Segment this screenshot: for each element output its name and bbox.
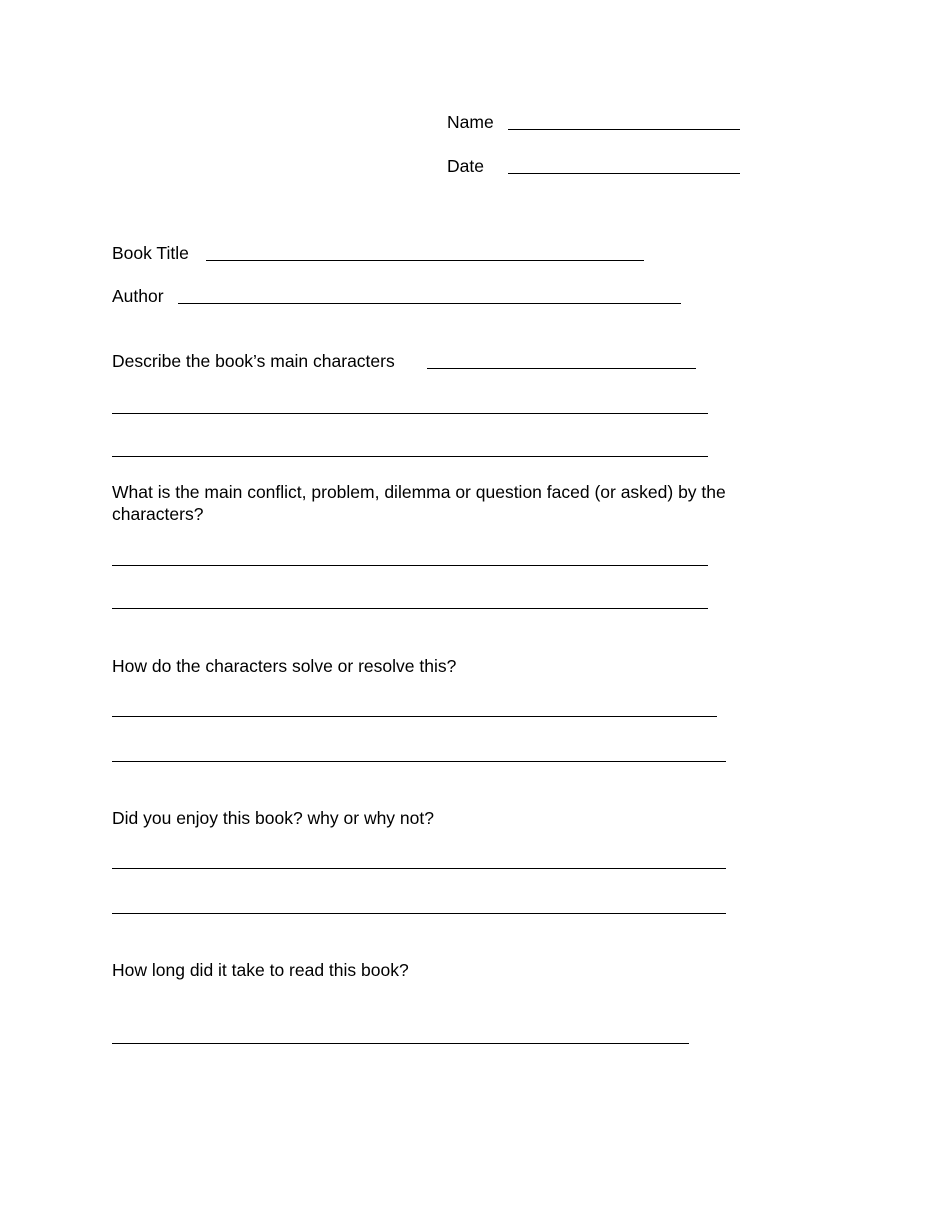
- enjoy-answer-line[interactable]: [112, 913, 726, 914]
- date-answer-line[interactable]: [508, 173, 740, 174]
- book-title-label: Book Title: [112, 243, 189, 263]
- name-label: Name: [447, 112, 494, 132]
- how-long-answer-line[interactable]: [112, 1043, 689, 1044]
- date-label: Date: [447, 156, 484, 176]
- characters-answer-line[interactable]: [112, 413, 708, 414]
- author-answer-line[interactable]: [178, 303, 681, 304]
- book-title-answer-line[interactable]: [206, 260, 644, 261]
- resolve-answer-line[interactable]: [112, 716, 717, 717]
- enjoy-question: Did you enjoy this book? why or why not?: [112, 808, 434, 828]
- conflict-answer-line[interactable]: [112, 608, 708, 609]
- conflict-question: What is the main conflict, problem, dilemma or question faced (or asked) by the characters?: [112, 482, 726, 524]
- characters-answer-line[interactable]: [112, 456, 708, 457]
- resolve-question: How do the characters solve or resolve this?: [112, 656, 457, 676]
- conflict-answer-line[interactable]: [112, 565, 708, 566]
- how-long-question: How long did it take to read this book?: [112, 960, 409, 980]
- enjoy-answer-line[interactable]: [112, 868, 726, 869]
- name-answer-line[interactable]: [508, 129, 740, 130]
- characters-answer-line[interactable]: [427, 368, 696, 369]
- author-label: Author: [112, 286, 164, 306]
- resolve-answer-line[interactable]: [112, 761, 726, 762]
- characters-question: Describe the book’s main characters: [112, 351, 395, 371]
